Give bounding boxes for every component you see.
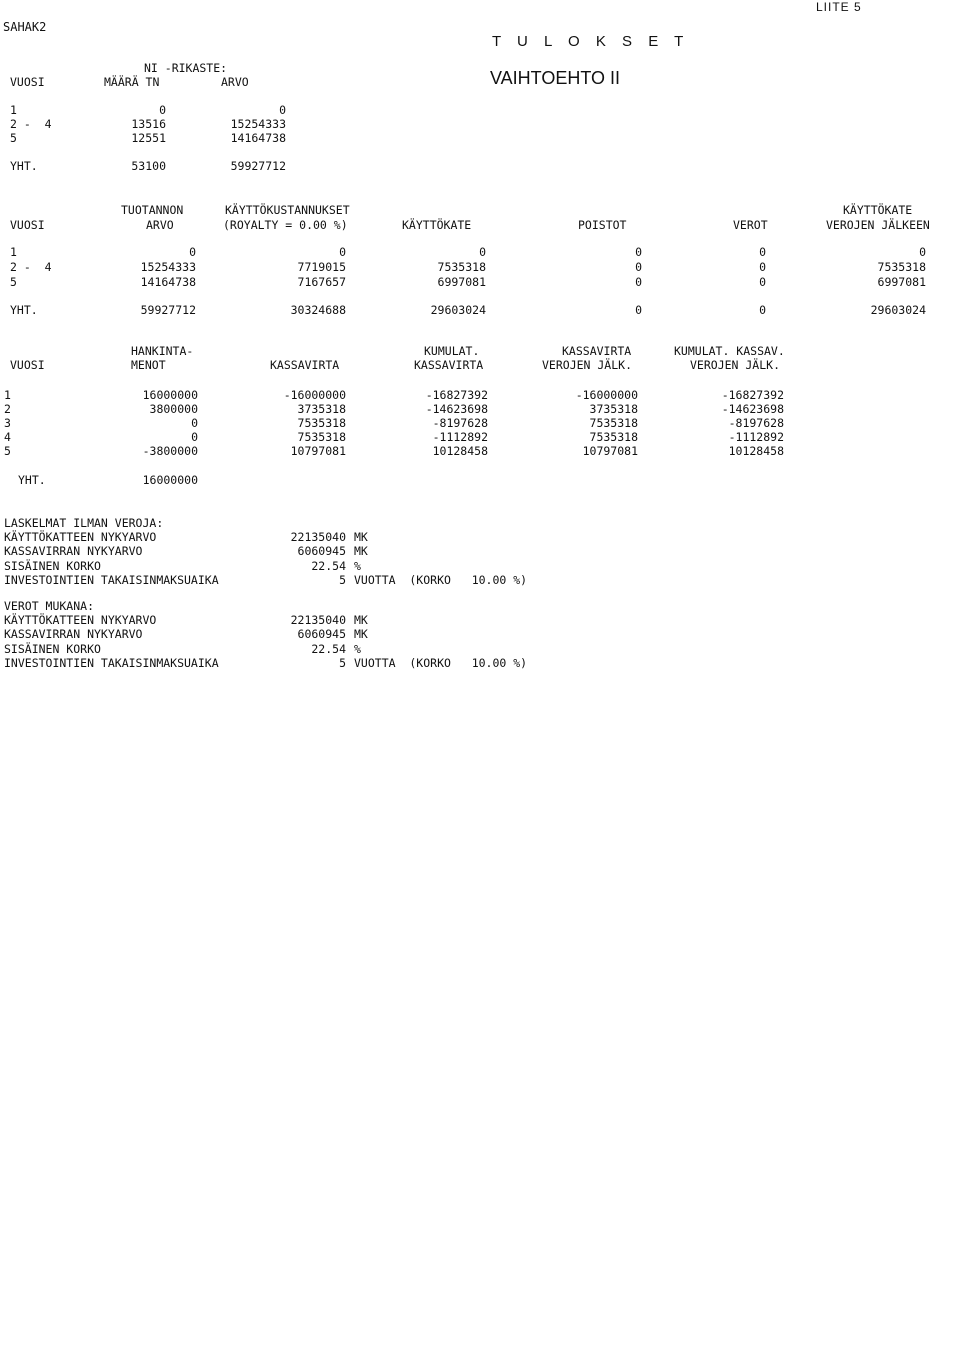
operating-cost-cell: 0 — [339, 245, 346, 259]
table2-header-top-operating-costs: KÄYTTÖKUSTANNUKSET — [225, 203, 350, 217]
value-cell: 15254333 — [230, 117, 286, 131]
table2-total-cell: 29603024 — [430, 303, 486, 317]
table3-header-top-row — [0, 344, 960, 358]
summary-label: KÄYTTÖKATTEEN NYKYARVO — [4, 613, 157, 627]
cumulative-after-tax-cell: 10128458 — [728, 444, 784, 458]
depreciation-cell: 0 — [635, 275, 642, 289]
cash-flow-cell: 7535318 — [297, 416, 346, 430]
table-row — [0, 444, 960, 458]
table3-header-cumulative-after-tax: VEROJEN JÄLK. — [690, 358, 781, 372]
after-tax-margin-cell: 6997081 — [877, 275, 926, 289]
expenditure-cell: 16000000 — [142, 388, 198, 402]
after-tax-cash-flow-cell: 10797081 — [582, 444, 638, 458]
table2-header-value: ARVO — [146, 218, 174, 232]
amount-cell: 0 — [159, 103, 166, 117]
summary-value: 22.54 — [311, 641, 346, 656]
cumulative-cash-flow-cell: 10128458 — [432, 444, 488, 458]
table2-header-after-tax: VEROJEN JÄLKEEN — [826, 218, 930, 232]
table2-header-top-production: TUOTANNON — [121, 203, 184, 217]
after-tax-cash-flow-cell: -16000000 — [575, 388, 638, 402]
operating-cost-cell: 7167657 — [297, 275, 346, 289]
after-tax-cash-flow-cell: 3735318 — [589, 402, 638, 416]
table2-total-cell: 59927712 — [140, 303, 196, 317]
summary-value: 22135040 — [290, 613, 346, 627]
table-row — [0, 402, 960, 416]
table2-header-depreciation: POISTOT — [578, 218, 627, 232]
after-tax-cash-flow-cell: 7535318 — [589, 430, 638, 444]
cumulative-cash-flow-cell: -14623698 — [425, 402, 488, 416]
summary-label: KASSAVIRRAN NYKYARVO — [4, 627, 143, 642]
cumulative-cash-flow-cell: -8197628 — [432, 416, 488, 430]
value-cell: 0 — [279, 103, 286, 117]
table-row — [0, 388, 960, 402]
table2-header-taxes: VEROT — [733, 218, 768, 232]
summary-value: 22.54 — [311, 558, 346, 573]
year-cell: 1 — [10, 103, 17, 117]
page-title: T U L O K S E T — [492, 33, 690, 50]
summary-label: SISÄINEN KORKO — [4, 641, 101, 656]
operating-margin-cell: 7535318 — [437, 260, 486, 274]
depreciation-cell: 0 — [635, 260, 642, 274]
summary-label: SISÄINEN KORKO — [4, 558, 101, 573]
table-row — [0, 430, 960, 444]
summary-line — [0, 656, 960, 670]
table2-header-royalty: (ROYALTY = 0.00 %) — [223, 218, 348, 232]
summary-unit: MK — [354, 530, 368, 544]
cumulative-after-tax-cell: -8197628 — [728, 416, 784, 430]
taxes-cell: 0 — [759, 245, 766, 259]
table3-header-top-cumulative-cash: KUMULAT. KASSAV. — [674, 344, 785, 358]
table-row — [0, 103, 960, 117]
table2-total-cell: 29603024 — [870, 303, 926, 317]
taxes-cell: 0 — [759, 275, 766, 289]
year-cell: 2 - 4 — [10, 260, 52, 274]
table2-total-cell: 0 — [759, 303, 766, 317]
summary-unit: VUOTTA (KORKO 10.00 %) — [354, 572, 528, 587]
summary-unit: MK — [354, 544, 368, 559]
table3-total-cell: 16000000 — [142, 473, 198, 487]
taxes-cell: 0 — [759, 260, 766, 274]
table-row — [0, 260, 960, 274]
summary-line — [0, 544, 960, 558]
expenditure-cell: 3800000 — [149, 402, 198, 416]
cumulative-cash-flow-cell: -1112892 — [432, 430, 488, 444]
year-cell: 1 — [4, 388, 11, 402]
summary-line — [0, 627, 960, 641]
document-code: SAHAK2 — [3, 20, 47, 34]
operating-cost-cell: 7719015 — [297, 260, 346, 274]
table3-total-row — [0, 473, 960, 487]
amount-cell: 12551 — [131, 131, 166, 145]
after-tax-margin-cell: 7535318 — [877, 260, 926, 274]
summary-value: 6060945 — [297, 627, 346, 642]
summary1-heading: LASKELMAT ILMAN VEROJA: — [4, 516, 164, 530]
table-row — [0, 275, 960, 289]
year-cell: 5 — [10, 275, 17, 289]
cash-flow-cell: -16000000 — [283, 388, 346, 402]
summary-unit: MK — [354, 627, 368, 642]
table3-header-after-tax: VEROJEN JÄLK. — [542, 358, 633, 372]
table3-header-year: VUOSI — [10, 358, 45, 372]
table-row — [0, 245, 960, 259]
year-cell: 2 — [4, 402, 11, 416]
year-cell: 2 - 4 — [10, 117, 52, 131]
table-row — [0, 117, 960, 131]
summary-label: KÄYTTÖKATTEEN NYKYARVO — [4, 530, 157, 544]
operating-margin-cell: 6997081 — [437, 275, 486, 289]
summary-line — [0, 613, 960, 627]
summary-line — [0, 559, 960, 573]
year-cell: 4 — [4, 430, 11, 444]
production-value-cell: 0 — [189, 245, 196, 259]
cumulative-after-tax-cell: -16827392 — [721, 388, 784, 402]
page-subtitle: VAIHTOEHTO II — [490, 68, 621, 88]
year-cell: 5 — [10, 131, 17, 145]
production-value-cell: 14164738 — [140, 275, 196, 289]
table1-total-amount: 53100 — [131, 159, 166, 173]
summary-line — [0, 642, 960, 656]
year-cell: 5 — [4, 444, 11, 458]
table1-total-row — [0, 159, 960, 173]
summary-label: INVESTOINTIEN TAKAISINMAKSUAIKA — [4, 655, 219, 670]
table1-header-row — [0, 75, 960, 89]
appendix-label: LIITE 5 — [816, 0, 862, 14]
summary-line — [0, 573, 960, 587]
summary-value: 22135040 — [290, 530, 346, 544]
table1-total-label: YHT. — [10, 159, 38, 173]
table1-header-amount: MÄÄRÄ TN — [104, 75, 160, 89]
table3-header-top-cash-flow: KASSAVIRTA — [562, 344, 632, 358]
summary-value: 6060945 — [297, 544, 346, 559]
cumulative-after-tax-cell: -1112892 — [728, 430, 784, 444]
table2-header-top-row — [0, 203, 960, 217]
table-row — [0, 131, 960, 145]
expenditure-cell: 0 — [191, 416, 198, 430]
summary-unit: % — [354, 558, 361, 573]
production-value-cell: 15254333 — [140, 260, 196, 274]
after-tax-margin-cell: 0 — [919, 245, 926, 259]
summary-line — [0, 530, 960, 544]
table1-header-year: VUOSI — [10, 75, 45, 89]
year-cell: 3 — [4, 416, 11, 430]
summary-unit: MK — [354, 613, 368, 627]
after-tax-cash-flow-cell: 7535318 — [589, 416, 638, 430]
table2-total-label: YHT. — [10, 303, 38, 317]
expenditure-cell: -3800000 — [142, 444, 198, 458]
summary2-heading: VEROT MUKANA: — [4, 599, 95, 613]
table2-header-operating-margin: KÄYTTÖKATE — [402, 218, 472, 232]
table3-header-cumulative-cash-flow: KASSAVIRTA — [414, 358, 484, 372]
table3-header-cash-flow: KASSAVIRTA — [270, 358, 340, 372]
table2-total-row — [0, 303, 960, 317]
table3-header-top-acquisition: HANKINTA- — [131, 344, 194, 358]
table-row — [0, 416, 960, 430]
operating-margin-cell: 0 — [479, 245, 486, 259]
summary-label: KASSAVIRRAN NYKYARVO — [4, 544, 143, 559]
table3-header-row — [0, 358, 960, 372]
summary-unit: VUOTTA (KORKO 10.00 %) — [354, 655, 528, 670]
table3-total-label: YHT. — [18, 473, 46, 487]
depreciation-cell: 0 — [635, 245, 642, 259]
table2-header-year: VUOSI — [10, 218, 45, 232]
table2-total-cell: 0 — [635, 303, 642, 317]
amount-cell: 13516 — [131, 117, 166, 131]
summary-value: 5 — [339, 572, 346, 587]
expenditure-cell: 0 — [191, 430, 198, 444]
cumulative-after-tax-cell: -14623698 — [721, 402, 784, 416]
table1-total-value: 59927712 — [230, 159, 286, 173]
cash-flow-cell: 10797081 — [290, 444, 346, 458]
summary-value: 5 — [339, 655, 346, 670]
cash-flow-cell: 3735318 — [297, 402, 346, 416]
table2-header-top-operating-margin: KÄYTTÖKATE — [843, 203, 913, 217]
cumulative-cash-flow-cell: -16827392 — [425, 388, 488, 402]
table1-super-header: NI -RIKASTE: — [144, 61, 228, 75]
summary-label: INVESTOINTIEN TAKAISINMAKSUAIKA — [4, 572, 219, 587]
summary-unit: % — [354, 641, 361, 656]
table3-header-top-cumulative: KUMULAT. — [424, 344, 480, 358]
table1-header-value: ARVO — [221, 75, 249, 89]
year-cell: 1 — [10, 245, 17, 259]
table3-header-expenditure: MENOT — [131, 358, 166, 372]
cash-flow-cell: 7535318 — [297, 430, 346, 444]
table2-total-cell: 30324688 — [290, 303, 346, 317]
value-cell: 14164738 — [230, 131, 286, 145]
table2-header-row — [0, 218, 960, 232]
